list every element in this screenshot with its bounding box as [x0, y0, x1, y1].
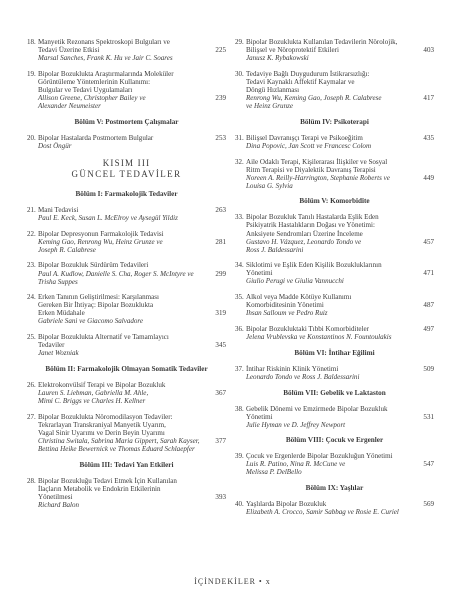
page-number: 569: [423, 500, 434, 509]
chapter-title-line: Bipolar Bozukluğu Tedavi Etmek İçin Kullanılan: [38, 476, 177, 485]
chapter-title-line: Tedavi Kaynaklı Affektif Kaymalar ve: [246, 77, 355, 86]
chapter-title-line: Gereken Bir İhtiyaç: Bipolar Bozuklukta: [38, 301, 154, 310]
chapter-authors: Richard Balon: [38, 500, 80, 509]
chapter-body: [38, 381, 208, 405]
page-number: 403: [423, 46, 434, 55]
chapter-authors: Noreen A. Reilly-Harrington, Stephanie Roberts ve: [246, 173, 390, 182]
chapter-title-line: Anksiyete Sendromları Üzerine İnceleme: [246, 229, 363, 238]
toc-right-column: [235, 38, 434, 524]
toc-entry[interactable]: [235, 500, 434, 516]
chapter-authors: Paul A. Kudlow, Danielle S. Cha, Roger S. McIntyre ve: [38, 269, 194, 278]
chapter-title-line: Yaşlılarda Bipolar Bozukluk: [246, 500, 327, 509]
page-number: 393: [215, 492, 226, 501]
chapter-body: [246, 134, 416, 150]
chapter-authors: Luis R. Patino, Nina R. McCune ve: [246, 460, 346, 469]
chapter-authors: Melissa P. DelBello: [246, 468, 302, 477]
chapter-number: 21.: [27, 205, 36, 214]
chapter-title-line: Çocuk ve Ergenlerde Bipolar Bozukluğun Yönetimi: [246, 452, 393, 461]
page-number: 417: [423, 93, 434, 102]
toc-entry[interactable]: [27, 70, 226, 110]
chapter-title-line: Vagal Sinir Uyarımı ve Derin Beyin Uyarımı: [38, 428, 165, 437]
chapter-number: 38.: [235, 404, 244, 413]
chapter-title-line: Bipolar Bozuklukta Alternatif ve Tamamlayıcı: [38, 333, 169, 342]
section-heading: Bölüm VIII: Çocuk ve Ergenler: [285, 436, 384, 445]
page-number: 225: [215, 46, 226, 55]
chapter-title-line: Bipolar Depresyonun Farmakolojik Tedavisi: [38, 229, 164, 238]
page-number: 531: [423, 412, 434, 421]
chapter-body: [246, 500, 416, 516]
chapter-title-line: Tekrarlayan Transkraniyal Manyetik Uyarım,: [38, 420, 166, 429]
chapter-body: [246, 158, 416, 190]
chapter-number: 39.: [235, 452, 244, 461]
chapter-title-line: Psikiyatrik Hastalıkların Doğası ve Yönetimi:: [246, 221, 375, 230]
page-number: 239: [215, 93, 226, 102]
page-number: 299: [215, 269, 226, 278]
toc-entry[interactable]: [235, 38, 434, 62]
chapter-number: 31.: [235, 133, 244, 142]
chapter-body: [246, 325, 416, 341]
page-number: 449: [423, 173, 434, 182]
chapter-title-line: Bipolar Hastalarda Postmortem Bulgular: [38, 133, 154, 142]
chapter-authors: Louisa G. Sylvia: [246, 181, 293, 190]
chapter-body: [246, 405, 416, 429]
page-number: 263: [215, 205, 226, 214]
chapter-number: 20.: [27, 133, 36, 142]
chapter-authors: Dina Popovic, Jan Scott ve Francesc Colom: [246, 141, 372, 150]
page-number: 377: [215, 436, 226, 445]
chapter-number: 26.: [27, 380, 36, 389]
chapter-title-line: Bipolar Bozuklukta Kullanılan Tedavilerin Nörolojik,: [246, 38, 398, 46]
chapter-number: 40.: [235, 500, 244, 509]
chapter-authors: Gustavo H. Vázquez, Leonardo Tondo ve: [246, 237, 362, 246]
chapter-authors: Janusz K. Rybakowski: [246, 54, 309, 63]
chapter-authors: Christina Switala, Sabrina Maria Gippert, Sarah Kayser,: [38, 436, 200, 445]
chapter-body: [246, 38, 416, 62]
chapter-number: 29.: [235, 38, 244, 46]
chapter-authors: Ross J. Baldessarini: [246, 245, 304, 254]
toc-left-column: [27, 38, 226, 517]
section-heading: Bölüm III: Tedavi Yan Etkileri: [79, 460, 174, 469]
chapter-number: 19.: [27, 69, 36, 78]
chapter-authors: Giulio Perugi ve Giulia Vannucchi: [246, 277, 344, 286]
section-heading: Bölüm I: Farmakolojik Tedaviler: [75, 189, 178, 198]
page-number: 457: [423, 237, 434, 246]
chapter-title-line: Bulgular ve Tedavi Uygulamaları: [38, 85, 133, 94]
toc-entry[interactable]: [235, 325, 434, 341]
chapter-title-line: Görüntüleme Yöntemlerinin Kullanımı:: [38, 77, 151, 86]
toc-entry[interactable]: [27, 134, 226, 150]
chapter-authors: Jelena Vrublevska ve Konstantinos N. Fountoulakis: [246, 333, 392, 342]
chapter-body: [38, 333, 208, 357]
section-heading: Bölüm II: Farmakolojik Olmayan Somatik Tedaviler: [45, 364, 208, 373]
part-heading: [27, 158, 226, 180]
chapter-title-line: Bilişsel ve Nöroprotektif Etkileri: [246, 46, 339, 55]
page-number: 509: [423, 364, 434, 373]
chapter-title-line: Gebelik Dönemi ve Emzirmede Bipolar Bozukluk: [246, 404, 388, 413]
chapter-body: [38, 413, 208, 453]
chapter-authors: Julie Hyman ve D. Jeffrey Newport: [246, 420, 346, 429]
chapter-number: 30.: [235, 69, 244, 78]
toc-entry[interactable]: [27, 261, 226, 285]
chapter-authors: Ihsan Salloum ve Pedro Ruiz: [246, 309, 328, 318]
chapter-number: 24.: [27, 293, 36, 302]
section-heading: Bölüm V: Postmortem Çalışmalar: [74, 117, 179, 126]
chapter-number: 23.: [27, 261, 36, 270]
chapter-title-line: Erken Müdahale: [38, 309, 85, 318]
toc-entry[interactable]: [235, 261, 434, 285]
chapter-authors: Janet Wozniak: [38, 349, 79, 358]
toc-entry[interactable]: [27, 230, 226, 254]
toc-entry[interactable]: [27, 206, 226, 222]
toc-entry[interactable]: [235, 293, 434, 317]
chapter-title-line: Ritm Terapisi ve Diyalektik Davranış Terapisi: [246, 165, 376, 174]
chapter-authors: Lauren S. Liebman, Gabriella M. Ahle,: [38, 389, 149, 398]
page-number: 487: [423, 301, 434, 310]
chapter-number: 32.: [235, 157, 244, 166]
chapter-title-line: Bipolar Bozuklukta Nöromodilasyon Tedaviler:: [38, 412, 173, 421]
chapter-title-line: Döngü Hızlanması: [246, 85, 300, 94]
chapter-authors: Allison Greene, Christopher Bailey ve: [38, 93, 146, 102]
chapter-body: [38, 134, 208, 150]
page-number: 345: [215, 341, 226, 350]
chapter-title-line: Elektrokonvülsif Terapi ve Bipolar Bozukluk: [38, 380, 166, 389]
section-heading: Bölüm VI: İntihar Eğilimi: [294, 348, 375, 357]
toc-entry[interactable]: [27, 333, 226, 357]
chapter-title-line: İlaçların Metabolik ve Endokrin Etkilerinin: [38, 484, 161, 493]
page-number: 281: [215, 237, 226, 246]
section-heading: Bölüm IV: Psikoterapi: [300, 117, 369, 126]
part-title: GÜNCEL TEDAVİLER: [71, 168, 182, 179]
page-number: 471: [423, 269, 434, 278]
chapter-body: [38, 230, 208, 254]
chapter-authors: Leonardo Tondo ve Ross J. Baldessarini: [246, 372, 360, 381]
chapter-body: [38, 477, 208, 509]
chapter-number: 27.: [27, 412, 36, 421]
chapter-body: [246, 293, 416, 317]
chapter-body: [38, 206, 208, 222]
chapter-number: 33.: [235, 213, 244, 222]
chapter-title-line: Tedaviler: [38, 341, 65, 350]
chapter-authors: Elizabeth A. Crocco, Samir Sabbag ve Rosie E. Curiel: [246, 508, 399, 517]
part-number: KISIM III: [102, 157, 151, 168]
chapter-number: 36.: [235, 324, 244, 333]
chapter-title-line: Komorbiditesinin Yönetimi: [246, 301, 324, 310]
chapter-authors: Trisha Suppes: [38, 277, 78, 286]
toc-entry[interactable]: [235, 158, 434, 190]
section-heading: Bölüm IX: Yaşlılar: [305, 484, 364, 493]
chapter-number: 25.: [27, 333, 36, 342]
chapter-authors: Bettina Heike Bewernick ve Thomas Eduard Schlaepfer: [38, 445, 195, 453]
chapter-title-line: Erken Tanının Geliştirilmesi: Karşılanması: [38, 293, 159, 302]
chapter-authors: ve Heinz Grunze: [246, 102, 293, 111]
section-heading: Bölüm V: Komorbidite: [299, 197, 370, 206]
chapter-title-line: Tedaviye Bağlı Duygudurum İstikrarsızlığı:: [246, 69, 370, 78]
chapter-title-line: Bipolar Bozukluktaki Tıbbi Komorbiditeler: [246, 324, 369, 333]
toc-entry[interactable]: [27, 38, 226, 62]
toc-entry[interactable]: [235, 213, 434, 253]
page-number: 319: [215, 309, 226, 318]
chapter-authors: Keming Gao, Renrong Wu, Heinz Grunze ve: [38, 237, 163, 246]
chapter-number: 18.: [27, 38, 36, 46]
chapter-authors: Paul E. Keck, Susan L. McElroy ve Aysegül Yildiz: [38, 213, 178, 222]
toc-entry[interactable]: [235, 70, 434, 110]
chapter-authors: Alexander Neumeister: [38, 102, 101, 111]
toc-entry[interactable]: [235, 405, 434, 429]
chapter-number: 35.: [235, 293, 244, 302]
chapter-title-line: İntihar Riskinin Klinik Yönetimi: [246, 364, 339, 373]
toc-entry[interactable]: [27, 477, 226, 509]
chapter-number: 34.: [235, 261, 244, 270]
chapter-body: [38, 38, 208, 62]
chapter-number: 22.: [27, 229, 36, 238]
page-footer: İÇİNDEKİLER • x: [194, 577, 271, 586]
chapter-number: 28.: [27, 476, 36, 485]
chapter-title-line: Manyetik Rezonans Spektroskopi Bulguları ve: [38, 38, 170, 46]
chapter-body: [246, 365, 416, 381]
section-heading: Bölüm VII: Gebelik ve Laktaston: [283, 388, 386, 397]
chapter-body: [246, 70, 416, 110]
chapter-title-line: Bipolar Bozukluk Tanılı Hastalarda Eşlik Eden: [246, 213, 379, 222]
chapter-number: 37.: [235, 364, 244, 373]
page-number: 435: [423, 133, 434, 142]
chapter-title-line: Alkol veya Madde Kötüye Kullanımı: [246, 293, 352, 302]
chapter-authors: Joseph R. Calabrese: [38, 245, 96, 254]
chapter-title-line: Bilişsel Davranışçı Terapi ve Psikoeğitim: [246, 133, 363, 142]
chapter-title-line: Yönetilmesi: [38, 492, 73, 501]
chapter-body: [38, 293, 208, 325]
chapter-title-line: Bipolar Bozukluk Sürdürüm Tedavileri: [38, 261, 149, 270]
chapter-body: [38, 261, 208, 285]
chapter-body: [246, 261, 416, 285]
toc-entry[interactable]: [235, 134, 434, 150]
chapter-body: [38, 70, 208, 110]
toc-entry[interactable]: [27, 413, 226, 453]
chapter-title-line: Tedavi Üzerine Etkisi: [38, 46, 100, 55]
chapter-authors: Dost Öngür: [38, 141, 72, 150]
chapter-title-line: Yönetimi: [246, 269, 273, 278]
chapter-title-line: Mani Tedavisi: [38, 205, 79, 214]
toc-entry[interactable]: [235, 365, 434, 381]
chapter-title-line: Aile Odaklı Terapi, Kişilerarası İlişkiler ve Sosyal: [246, 157, 388, 166]
page-number: 547: [423, 460, 434, 469]
chapter-authors: Renrong Wu, Keming Gao, Joseph R. Calabrese: [246, 93, 382, 102]
chapter-authors: Gabriele Sani ve Giacomo Salvadore: [38, 317, 144, 326]
chapter-title-line: Yönetimi: [246, 412, 273, 421]
page-number: 367: [215, 389, 226, 398]
chapter-title-line: Bipolar Bozuklukta Araştırmalarında Moleküler: [38, 69, 174, 78]
chapter-body: [246, 452, 416, 476]
chapter-title-line: Siklotimi ve Eşlik Eden Kişilik Bozukluklarının: [246, 261, 382, 270]
toc-entry[interactable]: [27, 381, 226, 405]
toc-entry[interactable]: [27, 293, 226, 325]
toc-entry[interactable]: [235, 452, 434, 476]
page-number: 497: [423, 324, 434, 333]
chapter-authors: Mimi C. Briggs ve Charles H. Kellner: [38, 397, 146, 406]
chapter-body: [246, 213, 416, 253]
page-number: 253: [215, 133, 226, 142]
chapter-authors: Marsal Sanches, Frank K. Hu ve Jair C. Soares: [38, 54, 173, 63]
